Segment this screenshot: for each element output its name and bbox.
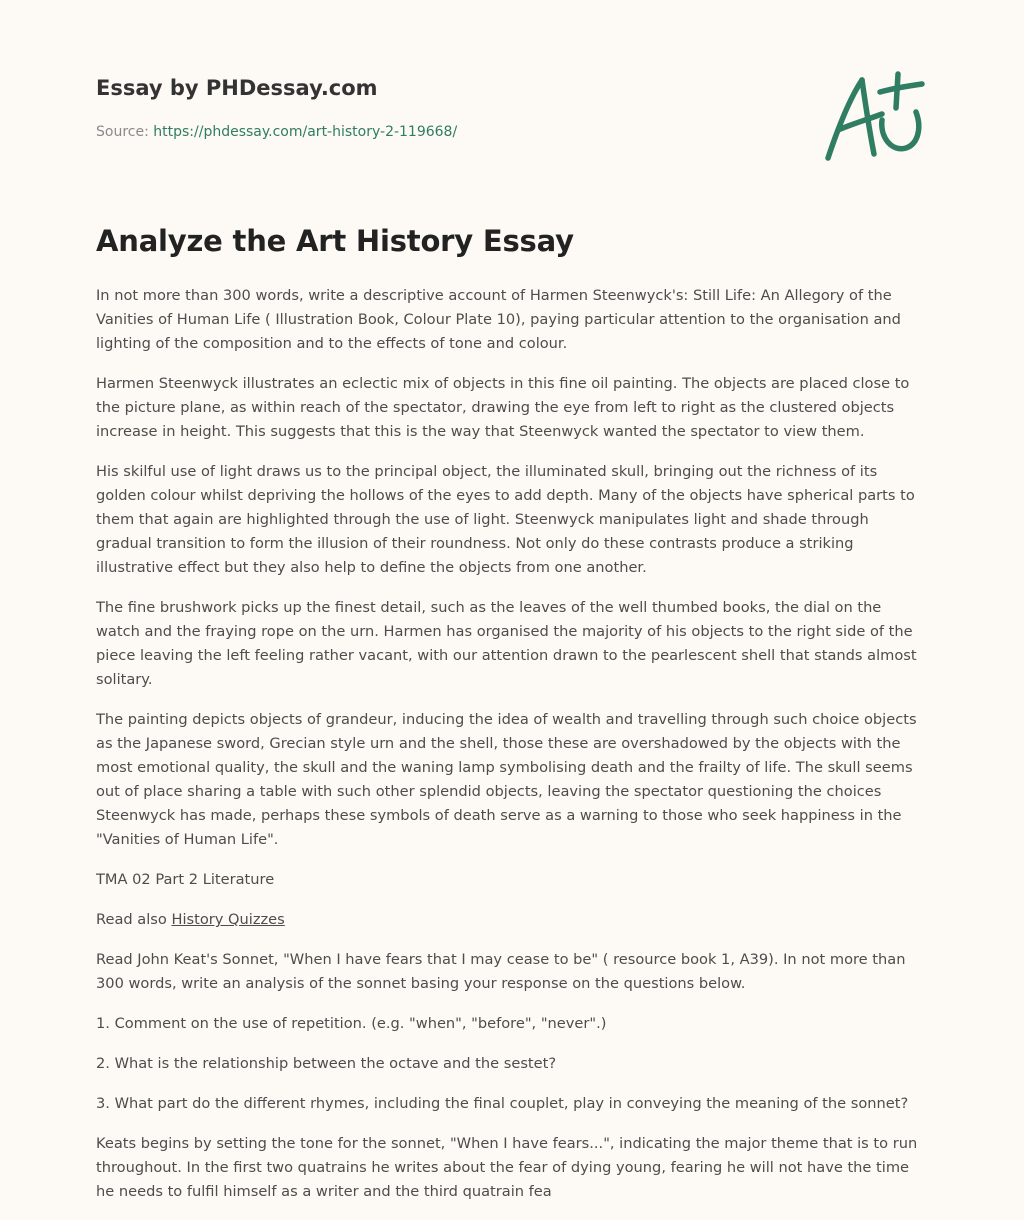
paragraph: The fine brushwork picks up the finest detail, such as the leaves of the well thumbed books, the dial on the watch and the fraying rope on the urn. Harmen has organised the majority of his objects to the right side of the piece leaving the left feeling rather vacant, with our attention drawn to the pearlescent shell that stands almost solitary.: [96, 599, 917, 688]
essay-body: [96, 284, 928, 1220]
essay-title: Analyze the Art History Essay: [96, 224, 574, 258]
read-also-label: Read also: [96, 911, 172, 928]
source-line: [96, 124, 457, 140]
question-item: 3. What part do the different rhymes, including the final couplet, play in conveying the meaning of the sonnet?: [96, 1095, 909, 1112]
paragraph: The painting depicts objects of grandeur, inducing the idea of wealth and travelling through such choice objects as the Japanese sword, Grecian style urn and the shell, those these are overshadowed by the objects with the most emotional quality, the skull and the waning lamp symbolising death and the frailty of life. The skull seems out of place sharing a table with such other splendid objects, leaving the spectator questioning the choices Steenwyck has made, perhaps these symbols of death serve as a warning to those who seek happiness in the "Vanities of Human Life".: [96, 711, 917, 848]
source-link[interactable]: https://phdessay.com/art-history-2-119668/: [153, 124, 458, 140]
page-header: [96, 0, 928, 258]
read-also-link[interactable]: History Quizzes: [171, 911, 285, 928]
paragraph: His skilful use of light draws us to the principal object, the illuminated skull, bringing out the richness of its golden colour whilst depriving the hollows of the eyes to add depth. Many of the objects have spherical parts to them that again are highlighted through the use of light. Steenwyck manipulates light and shade through gradual transition to form the illusion of their roundness. Not only do these contrasts produce a striking illustrative effect but they also help to define the objects from one another.: [96, 463, 915, 576]
question-item: 2. What is the relationship between the octave and the sestet?: [96, 1055, 557, 1072]
paragraph: In not more than 300 words, write a descriptive account of Harmen Steenwyck's: Still Life: An Allegory of the Vanities of Human Life ( Illustration Book, Colour Plate 10), paying particular attention to the organisation and lighting of the composition and to the effects of tone and colour.: [96, 287, 901, 352]
paragraph: Keats begins by setting the tone for the sonnet, "When I have fears...", indicating the major theme that is to run throughout. In the first two quatrains he writes about the fear of dying young, fearing he will not have the time he needs to fulfil himself as a writer and the third quatrain fea: [96, 1135, 918, 1200]
section-heading: TMA 02 Part 2 Literature: [96, 871, 275, 888]
a-plus-logo-icon: [824, 68, 928, 166]
paragraph: Harmen Steenwyck illustrates an eclectic mix of objects in this fine oil painting. The objects are placed close to the picture plane, as within reach of the spectator, drawing the eye from left to right as the clustered objects increase in height. This suggests that this is the way that Steenwyck wanted the spectator to view them.: [96, 375, 910, 440]
source-label: Source:: [96, 124, 149, 140]
site-title: Essay by PHDessay.com: [96, 76, 378, 100]
question-item: 1. Comment on the use of repetition. (e.g. "when", "before", "never".): [96, 1015, 607, 1032]
paragraph: Read John Keat's Sonnet, "When I have fears that I may cease to be" ( resource book 1, A39). In not more than 300 words, write an analysis of the sonnet basing your response on the questions below.: [96, 951, 906, 992]
essay-page: [96, 0, 928, 1200]
read-also-line: [96, 908, 928, 932]
